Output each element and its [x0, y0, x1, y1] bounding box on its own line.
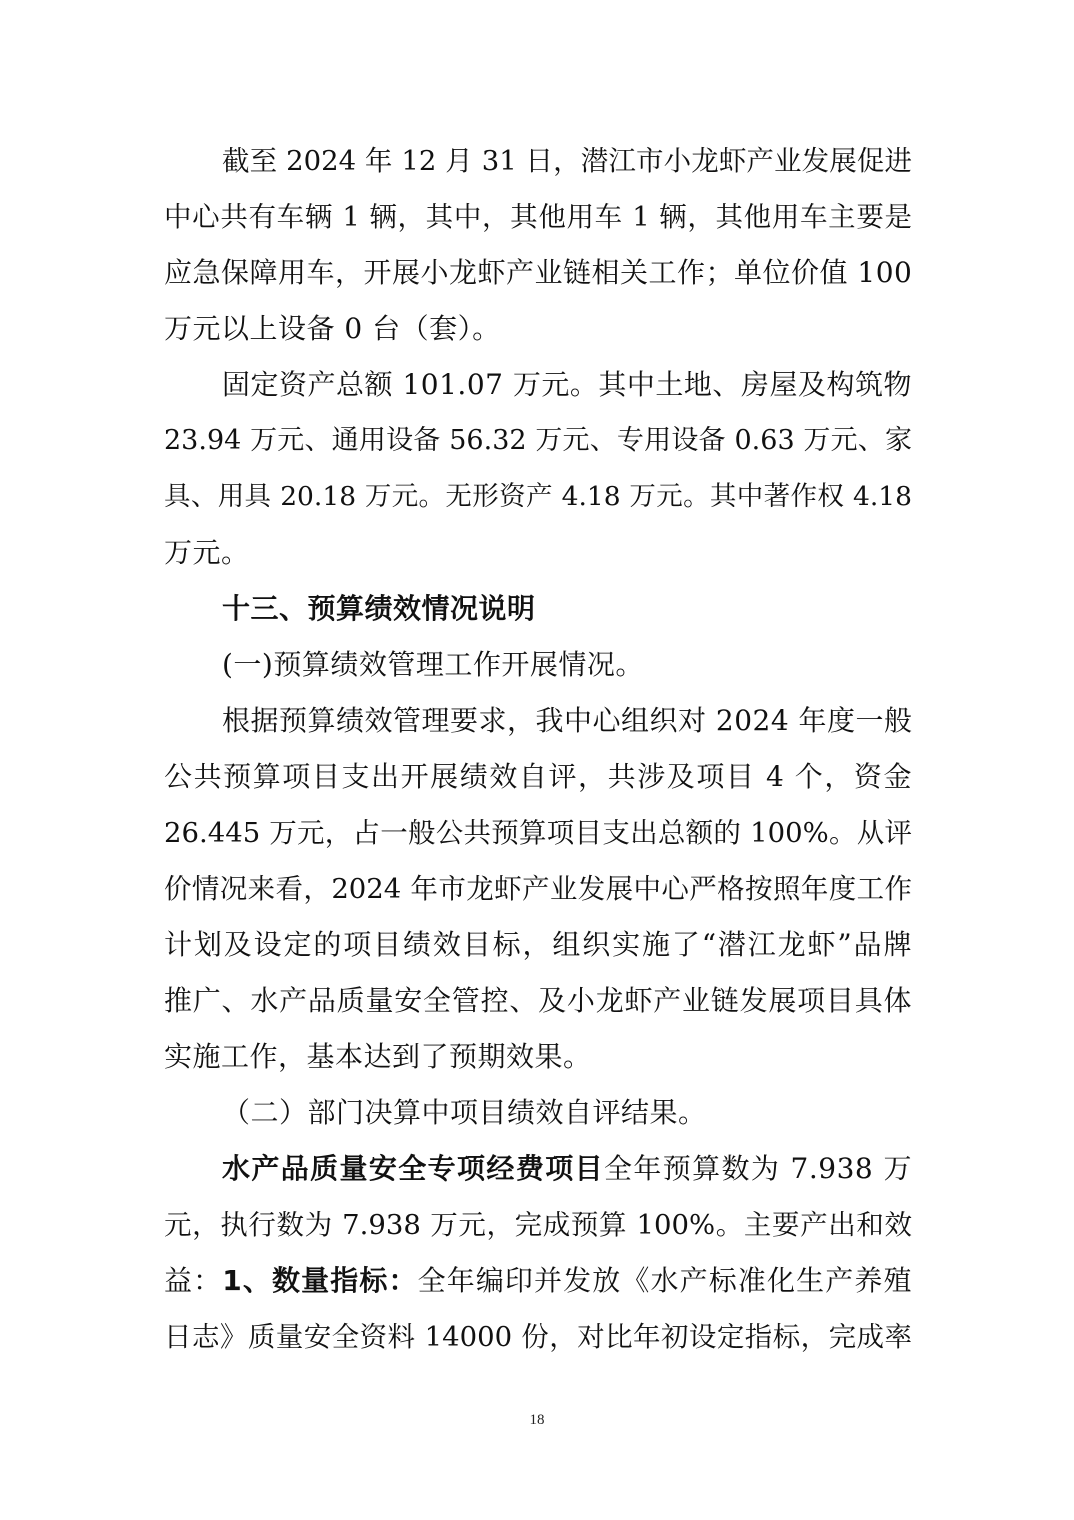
para1-line1: 截至 2024 年 12 月 31 日，潜江市小龙虾产业发展促进	[222, 145, 912, 177]
para2-line1: 固定资产总额 101.07 万元。其中土地、房屋及构筑物	[222, 368, 912, 401]
subheading-1: (一)预算绩效管理工作开展情况。	[222, 648, 644, 681]
para2-line2: 23.94 万元、通用设备 56.32 万元、专用设备 0.63 万元、家	[164, 425, 912, 456]
para2-line4: 万元。	[164, 536, 250, 569]
quantity-indicator-label: 1、数量指标：	[222, 1264, 418, 1297]
para4-line2: 元，执行数为 7.938 万元，完成预算 100%。主要产出和效	[164, 1209, 912, 1241]
project-name: 水产品质量安全专项经费项目	[222, 1152, 604, 1185]
para3-line5: 计划及设定的项目绩效目标，组织实施了“潜江龙虾”品牌	[164, 928, 912, 961]
para3-line6: 推广、水产品质量安全管控、及小龙虾产业链发展项目具体	[164, 984, 912, 1017]
para3-line3: 26.445 万元，占一般公共预算项目支出总额的 100%。从评	[164, 817, 912, 849]
section-heading-13: 十三、预算绩效情况说明	[222, 592, 536, 625]
para1-line4: 万元以上设备 0 台（套）。	[164, 312, 501, 345]
para3-line4: 价情况来看，2024 年市龙虾产业发展中心严格按照年度工作	[164, 873, 912, 905]
para3-line7: 实施工作，基本达到了预期效果。	[164, 1040, 592, 1073]
para1-line3: 应急保障用车，开展小龙虾产业链相关工作；单位价值 100	[164, 256, 913, 289]
para4-line3-a: 益：	[164, 1264, 223, 1297]
para4-line4: 日志》质量安全资料 14000 份，对比年初设定指标，完成率	[164, 1321, 912, 1353]
para3-line2: 公共预算项目支出开展绩效自评，共涉及项目 4 个，资金	[164, 760, 912, 793]
para4-line1-rest: 全年预算数为 7.938 万	[603, 1152, 912, 1185]
page-number: 18	[529, 1412, 545, 1428]
para2-line3: 具、用具 20.18 万元。无形资产 4.18 万元。其中著作权 4.18	[164, 481, 912, 512]
para3-line1: 根据预算绩效管理要求，我中心组织对 2024 年度一般	[222, 704, 913, 737]
para4-line3-rest: 全年编印并发放《水产标准化生产养殖	[417, 1264, 912, 1297]
para1-line2: 中心共有车辆 1 辆，其中，其他用车 1 辆，其他用车主要是	[164, 201, 912, 233]
subheading-2: （二）部门决算中项目绩效自评结果。	[222, 1096, 707, 1129]
para4-line3	[164, 1253, 912, 1309]
para4-line1	[164, 1141, 912, 1197]
